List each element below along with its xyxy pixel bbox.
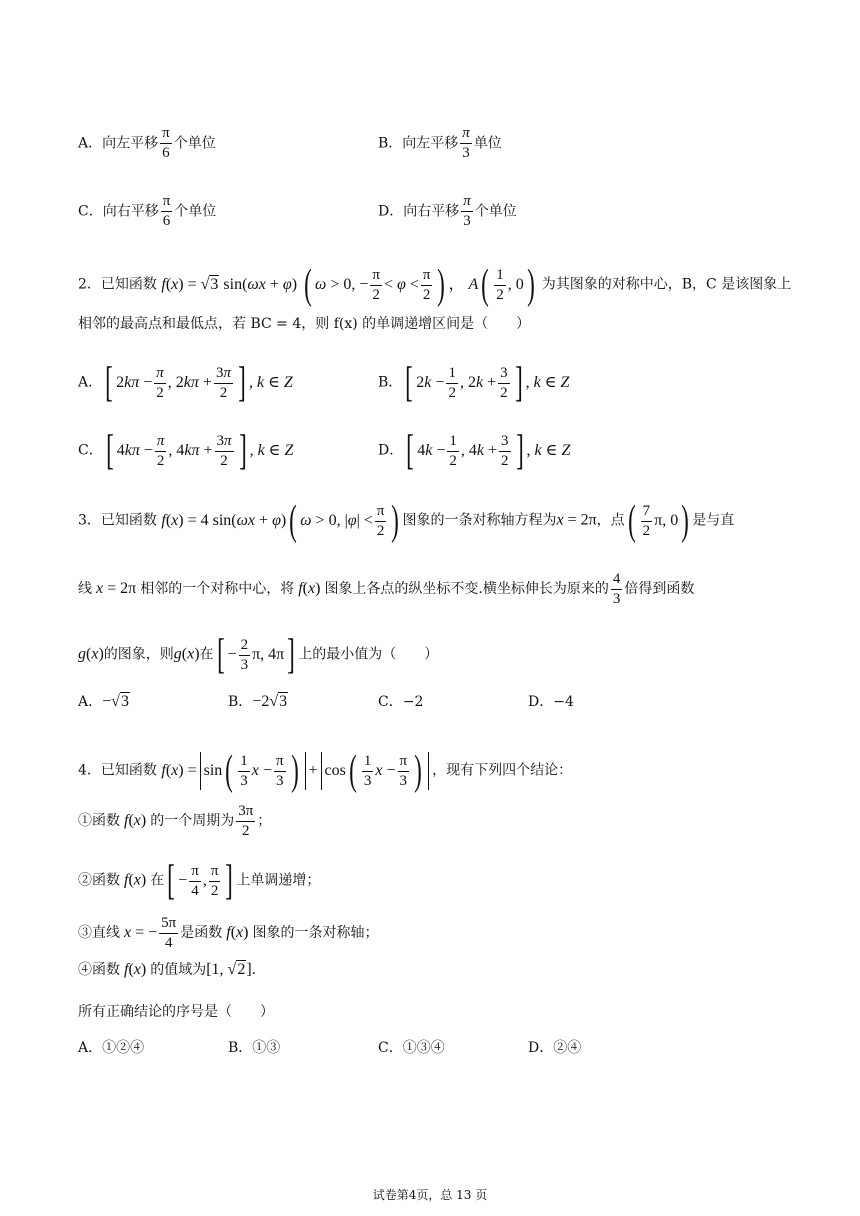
- q4-question: 所有正确结论的序号是（ ）: [78, 1004, 274, 1020]
- q3-text1: 图象的一条对称轴方程为: [402, 512, 557, 529]
- q3-stem-line3: g(x)的图象，则g(x)在[ − $\frac{2}{3}$ π, 4π] 上的最小值为（ ）: [78, 632, 439, 678]
- q4-statement-1: ①函数 f(x) 的一个周期为 $\frac{3\pi}{2}$ ；: [78, 803, 272, 839]
- q3-stem-line2: 线 x = 2π 相邻的一个对称中心，将 f(x) 图象上各点的纵坐标不变.横坐标伸长为原来的 $\frac{4}{3}$ 倍得到函数: [78, 571, 695, 607]
- q4-option-d[interactable]: D．②④: [528, 1040, 582, 1056]
- q4-s1-a: ①函数: [78, 813, 120, 830]
- q3-line2-c: 图象上各点的纵坐标不变.横坐标伸长为原来的: [324, 581, 609, 598]
- q4-s1-c: ；: [257, 813, 272, 830]
- q2-line2: 相邻的最高点和最低点，若 BC = 4，则 f(x) 的单调递增区间是（ ）: [78, 316, 531, 332]
- q4-intro: 4．已知函数: [78, 762, 157, 779]
- q4-function: f(x) = sin( $\frac{1}{3}$ x − $\frac{\pi}{3}$ ) + cos( $\frac{1}{3}$ x − $\frac{\pi}{3}$ ): [161, 762, 432, 779]
- q4-statement-2: ②函数 f(x) 在[ − $\frac{\pi}{4}$ , $\frac{\pi}{2}$ ] 上单调递增；: [78, 858, 321, 904]
- q2-function: f(x) = √3 sin(ωx + φ) ( ω > 0, − $\frac{\pi}{2}$ < φ < $\frac{\pi}{2}$ ) ， A( $\frac{1}{2}$ , 0): [161, 262, 535, 308]
- q3-option-c[interactable]: C．−2: [378, 694, 424, 710]
- q2-option-a[interactable]: A．[ 2kπ − $\frac{\pi}{2}$ , 2kπ + $\frac{3\pi}{2}$ ] , k ∈ Z: [78, 360, 293, 406]
- q2-option-c[interactable]: C．[ 4kπ − $\frac{\pi}{2}$ , 4kπ + $\frac{3\pi}{2}$ ] , k ∈ Z: [78, 428, 294, 474]
- q1-option-d[interactable]: D．向右平移 $\frac{\pi}{3}$ 个单位: [378, 193, 517, 229]
- q3-text2: ，点: [596, 512, 625, 529]
- q3-line2-a: 线: [78, 581, 92, 598]
- q3-line2-b: 相邻的一个对称中心，将: [140, 581, 295, 598]
- q1-option-a[interactable]: A．向左平移 $\frac{\pi}{6}$ 个单位: [78, 125, 216, 161]
- q4-s4-a: ④函数: [78, 962, 120, 978]
- q4-s4-b: 的值域为: [150, 962, 207, 978]
- q4-after: ，现有下列四个结论：: [432, 762, 573, 779]
- q3-line3-a: 的图象，则: [103, 646, 174, 663]
- q4-s3-c: 图象的一条对称轴；: [252, 925, 379, 942]
- q3-option-b[interactable]: B．−2√3: [228, 693, 288, 710]
- q4-s4-c: .: [251, 962, 257, 978]
- q4-option-b[interactable]: B．①③: [228, 1040, 281, 1056]
- q1-option-b[interactable]: B．向左平移 $\frac{\pi}{3}$ 单位: [378, 125, 502, 161]
- q3-option-a[interactable]: A．−√3: [78, 693, 129, 710]
- q3-line2-d: 倍得到函数: [624, 581, 695, 598]
- q3-line3-b: 在: [199, 646, 214, 663]
- q1-option-c[interactable]: C．向右平移 $\frac{\pi}{6}$ 个单位: [78, 193, 217, 229]
- q3-stem-line1: 3．已知函数 f(x) = 4 sin(ωx + φ)( ω > 0, |φ| < $\frac{\pi}{2}$ ) 图象的一条对称轴方程为x = 2π，点( $\frac{7}{2}$ π, 0) 是与直: [78, 498, 735, 544]
- q2-option-d[interactable]: D．[ 4k − $\frac{1}{2}$ , 4k + $\frac{3}{2}$ ] , k ∈ Z: [378, 428, 571, 474]
- q4-s2-c: 上单调递增；: [236, 872, 321, 889]
- q4-option-c[interactable]: C．①③④: [378, 1040, 445, 1056]
- q2-stem-line2: [78, 314, 530, 334]
- q4-statement-3: ③直线 x = − $\frac{5\pi}{4}$ 是函数 f(x) 图象的一条对称轴；: [78, 915, 379, 951]
- q4-stem-line1: [78, 750, 572, 792]
- q4-s2-a: ②函数: [78, 872, 120, 889]
- page-footer: 试卷第4页，总 13 页: [372, 1188, 488, 1202]
- q3-intro: 3．已知函数: [78, 512, 157, 529]
- q3-function: f(x) = 4 sin(ωx + φ)( ω > 0, |φ| < $\frac{\pi}{2}$ ): [161, 498, 400, 544]
- q2-option-b[interactable]: B．[ 2k − $\frac{1}{2}$ , 2k + $\frac{3}{2}$ ] , k ∈ Z: [378, 360, 570, 406]
- q3-line3-c: 上的最小值为（ ）: [298, 646, 439, 663]
- q4-option-a[interactable]: A．①②④: [78, 1040, 145, 1056]
- q3-option-d[interactable]: D．−4: [528, 694, 574, 710]
- q3-text3: 是与直: [692, 512, 735, 529]
- q4-s3-a: ③直线: [78, 925, 120, 942]
- q2-intro: 2．已知函数: [78, 276, 157, 293]
- q4-s2-b: 在: [150, 872, 165, 889]
- q4-s1-b: 的一个周期为: [150, 813, 235, 830]
- q4-statement-4: ④函数 f(x) 的值域为[1, √2].: [78, 961, 257, 978]
- q2-middle: 为其图象的对称中心，B，C 是该图象上: [541, 276, 792, 293]
- q2-stem-line1: [78, 264, 791, 306]
- q4-s3-b: 是函数: [180, 925, 223, 942]
